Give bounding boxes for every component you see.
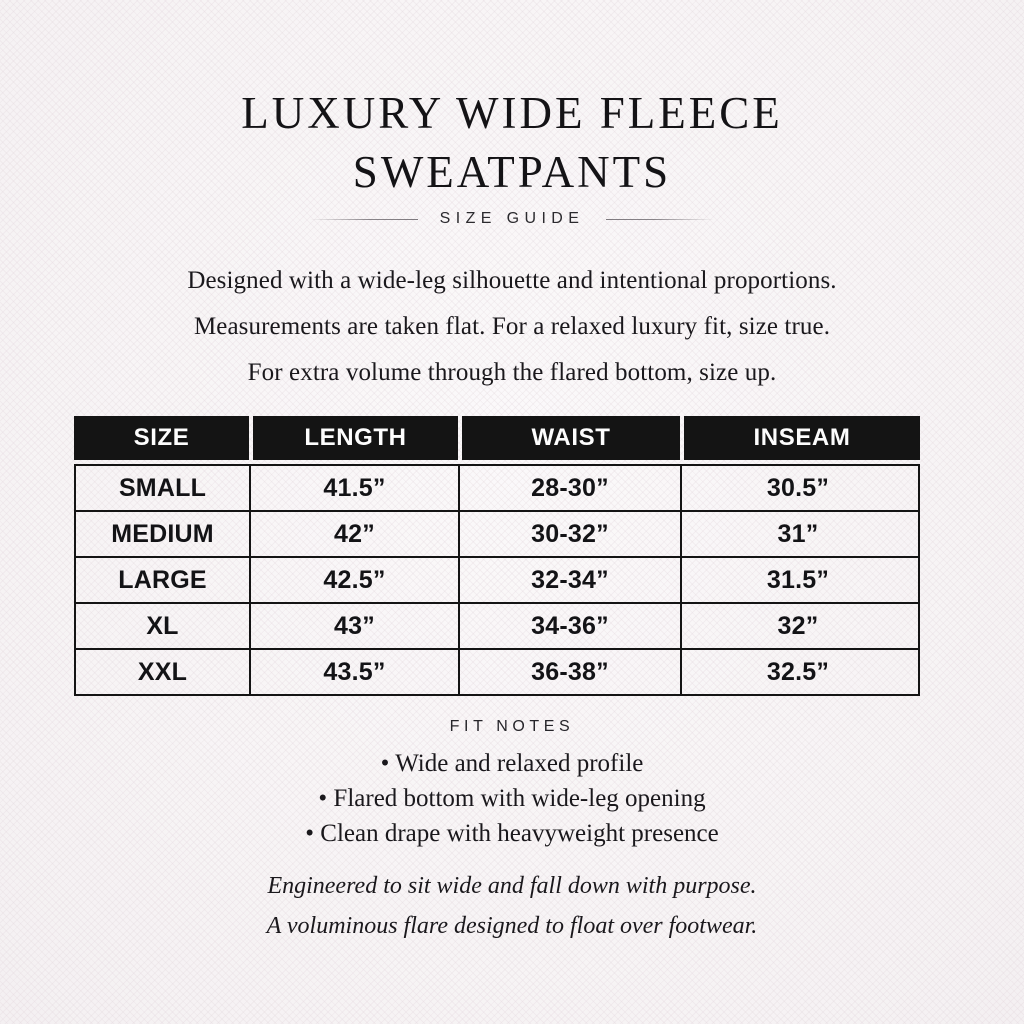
closing-line: Engineered to sit wide and fall down with purpose. xyxy=(267,873,757,899)
intro-text xyxy=(0,258,1024,396)
cell-waist: 36-38” xyxy=(460,650,682,694)
table-row xyxy=(76,650,918,696)
table-header-row xyxy=(74,416,920,460)
page-header xyxy=(0,84,1024,202)
bullet-marker: • xyxy=(380,750,390,777)
cell-inseam: 30.5” xyxy=(766,473,830,502)
cell-size: MEDIUM xyxy=(76,512,251,556)
column-header-length: LENGTH xyxy=(253,416,458,460)
cell-length: 41.5” xyxy=(251,466,460,510)
intro-line: Measurements are taken flat. For a relaxed luxury fit, size true. xyxy=(193,313,831,340)
size-chart-table xyxy=(74,416,920,696)
column-header-waist: WAIST xyxy=(462,416,680,460)
cell-size: XL xyxy=(76,604,251,648)
page-title-line-2: SWEATPANTS xyxy=(352,147,672,197)
divider-rule-left xyxy=(310,219,418,220)
intro-line: For extra volume through the flared bottom, size up. xyxy=(247,359,777,386)
column-header-size: SIZE xyxy=(74,416,249,460)
cell-length: 42” xyxy=(251,512,460,556)
list-item xyxy=(0,746,1024,781)
cell-waist: 32-34” xyxy=(460,558,682,602)
divider-rule-right xyxy=(606,219,714,220)
cell-size: LARGE xyxy=(76,558,251,602)
cell-length: 43.5” xyxy=(251,650,460,694)
list-item-label: Flared bottom with wide-leg opening xyxy=(333,785,706,812)
closing-line: A voluminous flare designed to float over footwear. xyxy=(266,913,758,939)
bullet-marker: • xyxy=(318,785,328,812)
bullet-marker: • xyxy=(305,820,315,847)
eyebrow-row xyxy=(0,210,1024,228)
fit-notes-list xyxy=(0,746,1024,851)
list-item xyxy=(0,781,1024,816)
list-item-label: Wide and relaxed profile xyxy=(395,750,644,777)
list-item xyxy=(0,816,1024,851)
cell-waist: 28-30” xyxy=(460,466,682,510)
fit-notes-label: FIT NOTES xyxy=(449,718,575,735)
column-header-inseam: INSEAM xyxy=(684,416,920,460)
cell-size: SMALL xyxy=(76,466,251,510)
cell-length: 43” xyxy=(251,604,460,648)
page-title-line-1: LUXURY WIDE FLEECE xyxy=(241,88,783,138)
cell-inseam: 32.5” xyxy=(766,657,830,686)
cell-waist: 30-32” xyxy=(460,512,682,556)
cell-inseam: 31.5” xyxy=(766,565,830,594)
table-body xyxy=(74,464,920,696)
table-row xyxy=(76,558,918,604)
closing-statement xyxy=(0,866,1024,946)
table-row xyxy=(76,604,918,650)
cell-inseam: 32” xyxy=(777,611,819,640)
cell-length: 42.5” xyxy=(251,558,460,602)
cell-waist: 34-36” xyxy=(460,604,682,648)
list-item-label: Clean drape with heavyweight presence xyxy=(320,820,719,847)
table-row xyxy=(76,512,918,558)
fit-notes-section xyxy=(0,714,1024,851)
cell-inseam: 31” xyxy=(777,519,819,548)
eyebrow-label: SIZE GUIDE xyxy=(439,210,585,227)
table-row xyxy=(76,466,918,512)
intro-line: Designed with a wide-leg silhouette and intentional proportions. xyxy=(187,267,837,294)
cell-size: XXL xyxy=(76,650,251,694)
